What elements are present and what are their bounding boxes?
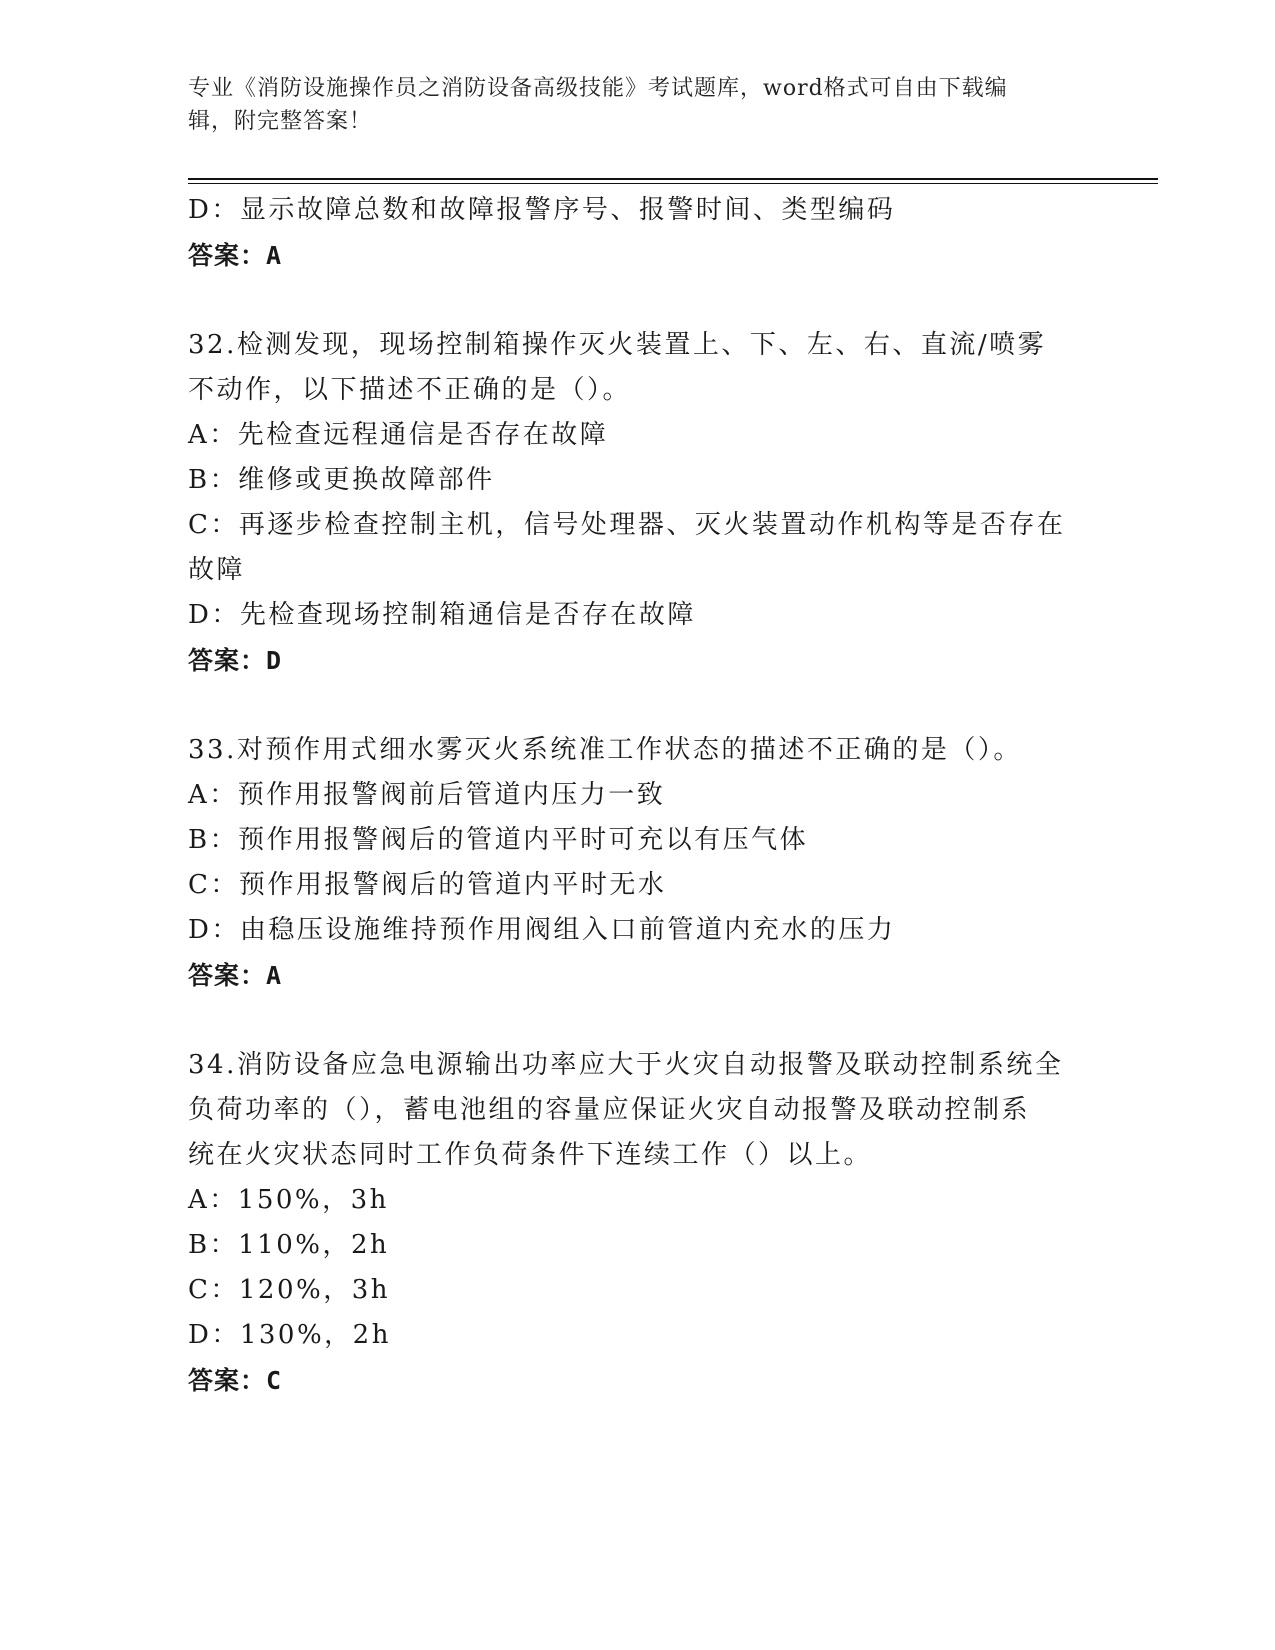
- q33-option-c: C：预作用报警阀后的管道内平时无水: [188, 870, 667, 900]
- q34-stem-line-2: 负荷功率的（），蓄电池组的容量应保证火灾自动报警及联动控制系: [188, 1095, 1031, 1125]
- answer-label: 答案：: [188, 961, 267, 990]
- q33-option-a: A：预作用报警阀前后管道内压力一致: [188, 780, 666, 810]
- q34-stem-line-1: 34.消防设备应急电源输出功率应大于火灾自动报警及联动控制系统全: [188, 1050, 1064, 1080]
- page-header: [188, 72, 1068, 138]
- q34-option-c: C：120%，3h: [188, 1275, 391, 1305]
- header-divider-thin: [188, 183, 1158, 184]
- answer-value: A: [266, 961, 283, 990]
- q31-option-d: D：显示故障总数和故障报警序号、报警时间、类型编码: [188, 195, 896, 225]
- q34-option-a: A：150%，3h: [188, 1185, 389, 1215]
- q33-option-d: D：由稳压设施维持预作用阀组入口前管道内充水的压力: [188, 915, 896, 945]
- q32-answer: [188, 638, 1088, 683]
- q32-option-a: A：先检查远程通信是否存在故障: [188, 420, 609, 450]
- q33-stem-line-1: 33.对预作用式细水雾灭火系统准工作状态的描述不正确的是（）。: [188, 735, 1022, 765]
- q33-answer: [188, 953, 1088, 998]
- spacer: [188, 683, 1088, 728]
- q32-option-c: C：再逐步检查控制主机，信号处理器、灭火装置动作机构等是否存在: [188, 510, 1066, 540]
- header-divider-thick: [188, 178, 1158, 180]
- header-line-1: 专业《消防设施操作员之消防设备高级技能》考试题库，word格式可自由下载编: [188, 76, 1008, 101]
- answer-label: 答案：: [188, 241, 267, 270]
- answer-value: A: [266, 241, 283, 270]
- q34-option-b: B：110%，2h: [188, 1230, 390, 1260]
- answer-value: C: [266, 1366, 283, 1395]
- spacer: [188, 998, 1088, 1043]
- q32-option-d: D：先检查现场控制箱通信是否存在故障: [188, 600, 696, 630]
- q34-answer: [188, 1358, 1088, 1403]
- header-line-2: 辑，附完整答案！: [188, 109, 373, 134]
- q34-stem-line-3: 统在火灾状态同时工作负荷条件下连续工作（）以上。: [188, 1140, 873, 1170]
- answer-label: 答案：: [188, 1366, 267, 1395]
- q32-option-c-continued: 故障: [188, 555, 246, 585]
- q32-option-b: B：维修或更换故障部件: [188, 465, 495, 495]
- q34-option-d: D：130%，2h: [188, 1320, 391, 1350]
- answer-value: D: [266, 646, 283, 675]
- q33-option-b: B：预作用报警阀后的管道内平时可充以有压气体: [188, 825, 809, 855]
- q31-answer: [188, 233, 1088, 278]
- spacer: [188, 278, 1088, 323]
- q32-stem-line-2: 不动作，以下描述不正确的是（）。: [188, 375, 632, 405]
- answer-label: 答案：: [188, 646, 267, 675]
- question-list: [188, 188, 1088, 1403]
- q32-stem-line-1: 32.检测发现，现场控制箱操作灭火装置上、下、左、右、直流/喷雾: [188, 330, 1047, 360]
